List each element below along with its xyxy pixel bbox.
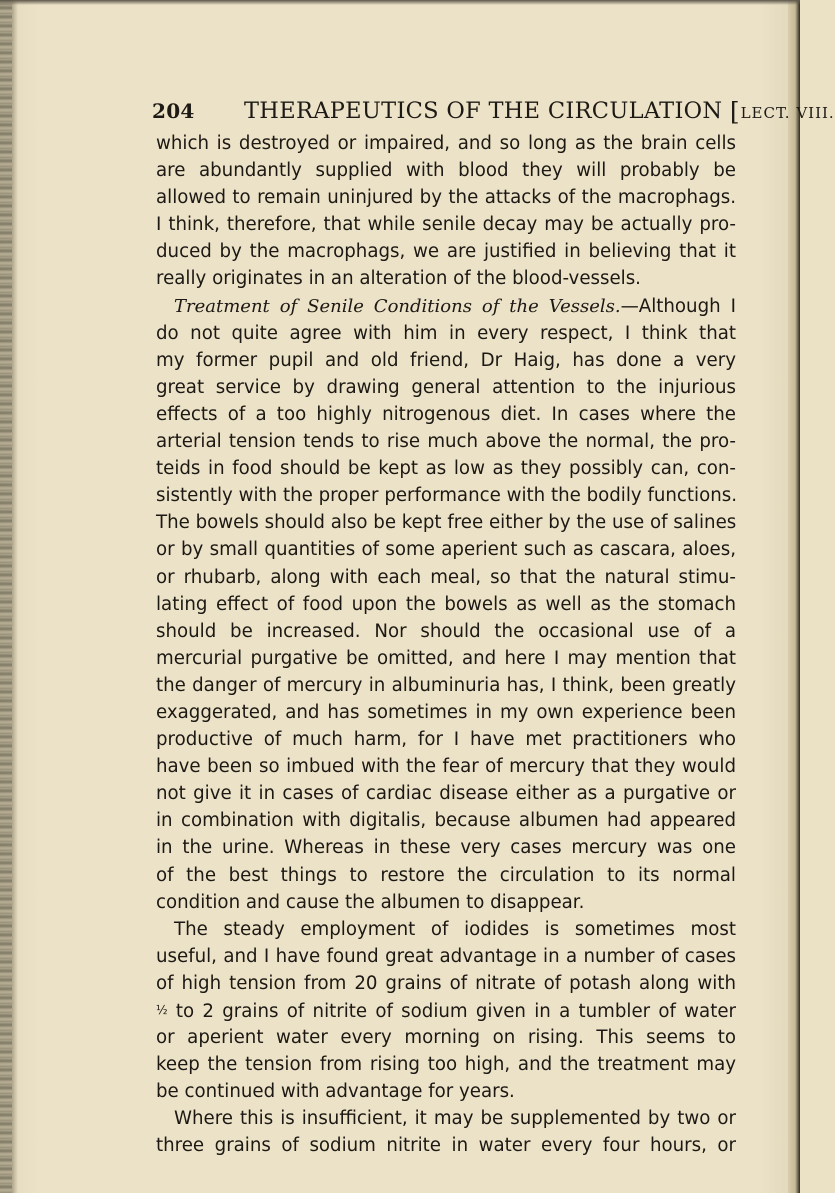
running-title: THERAPEUTICS OF THE CIRCULATION	[244, 98, 723, 124]
text-line: I think, therefore, that while senile decay may be actually pro-	[156, 214, 736, 236]
text-line: or by small quantities of some aperient such as cascara, aloes,	[156, 539, 736, 561]
text-line: condition and cause the albumen to disappear.	[156, 891, 585, 913]
text-line: mercurial purgative be omitted, and here I may mention that	[156, 647, 736, 669]
text-line: of the best things to restore the circulation to its normal	[156, 864, 736, 886]
text-line: do not quite agree with him in every respect, I think that	[156, 322, 736, 344]
text-line: in the urine. Whereas in these very cases mercury was one	[156, 837, 736, 859]
text-line: have been so imbued with the fear of mercury that they would	[156, 756, 736, 778]
lecture-bracket: [	[729, 97, 741, 126]
running-header	[152, 97, 835, 129]
text-line: should be increased. Nor should the occasional use of a	[156, 620, 736, 642]
text-line: my former pupil and old friend, Dr Haig, has done a very	[156, 349, 736, 371]
body-text	[156, 130, 736, 1160]
text-line: The bowels should also be kept free either by the use of salines	[156, 512, 737, 534]
section-heading-line	[156, 293, 736, 320]
text-line: three grains of sodium nitrite in water every four hours, or	[156, 1135, 736, 1157]
text-line: in combination with digitalis, because albumen had appeared	[156, 810, 736, 832]
fraction: ½	[156, 1003, 168, 1017]
lecture-reference-text: LECT. VIII.	[740, 104, 835, 122]
fraction-line-text: to 2 grains of nitrite of sodium given in a tumbler of water	[167, 1001, 736, 1022]
text-line: useful, and I have found great advantage in a number of cases	[156, 945, 736, 967]
section-lead: —Although I	[620, 295, 736, 317]
section-heading: Treatment of Senile Conditions of the Vessels.	[174, 295, 621, 317]
text-line: which is destroyed or impaired, and so long as the brain cells	[156, 133, 736, 154]
text-line: The steady employment of iodides is sometimes most	[174, 918, 736, 940]
text-line: Where this is insufficient, it may be supplemented by two or	[174, 1108, 736, 1130]
text-line: really originates in an alteration of the blood-vessels.	[156, 268, 641, 290]
text-line: allowed to remain uninjured by the attacks of the macrophags.	[156, 187, 736, 209]
text-line: are abundantly supplied with blood they will probably be	[156, 160, 736, 182]
text-line: arterial tension tends to rise much above the normal, the pro-	[156, 431, 736, 453]
text-line: not give it in cases of cardiac disease either as a purgative or	[156, 783, 736, 805]
text-line: sistently with the proper performance with the bodily functions.	[156, 485, 737, 507]
text-line: duced by the macrophags, we are justified in believing that it	[156, 241, 736, 263]
text-line: great service by drawing general attention to the injurious	[156, 376, 736, 398]
text-line: the danger of mercury in albuminuria has, I think, been greatly	[156, 674, 736, 696]
page-top-shadow	[0, 0, 800, 5]
text-line: lating effect of food upon the bowels as well as the stomach	[156, 593, 736, 615]
text-line: effects of a too highly nitrogenous diet. In cases where the	[156, 403, 736, 425]
fraction-line	[156, 997, 736, 1024]
text-line: keep the tension from rising too high, and the treatment may	[156, 1054, 736, 1076]
lecture-reference	[729, 97, 835, 126]
text-line: exaggerated, and has sometimes in my own experience been	[156, 701, 736, 723]
text-line: be continued with advantage for years.	[156, 1081, 515, 1103]
page-fore-edge	[788, 0, 800, 1193]
page-number: 204	[152, 99, 195, 123]
text-line: of high tension from 20 grains of nitrate of potash along with	[156, 972, 736, 994]
book-binding-edge	[0, 0, 12, 1193]
text-line: teids in food should be kept as low as they possibly can, con-	[156, 458, 736, 480]
text-line: productive of much harm, for I have met practitioners who	[156, 729, 736, 751]
text-line: or rhubarb, along with each meal, so that the natural stimu-	[156, 566, 736, 588]
text-line: or aperient water every morning on rising. This seems to	[156, 1027, 736, 1049]
